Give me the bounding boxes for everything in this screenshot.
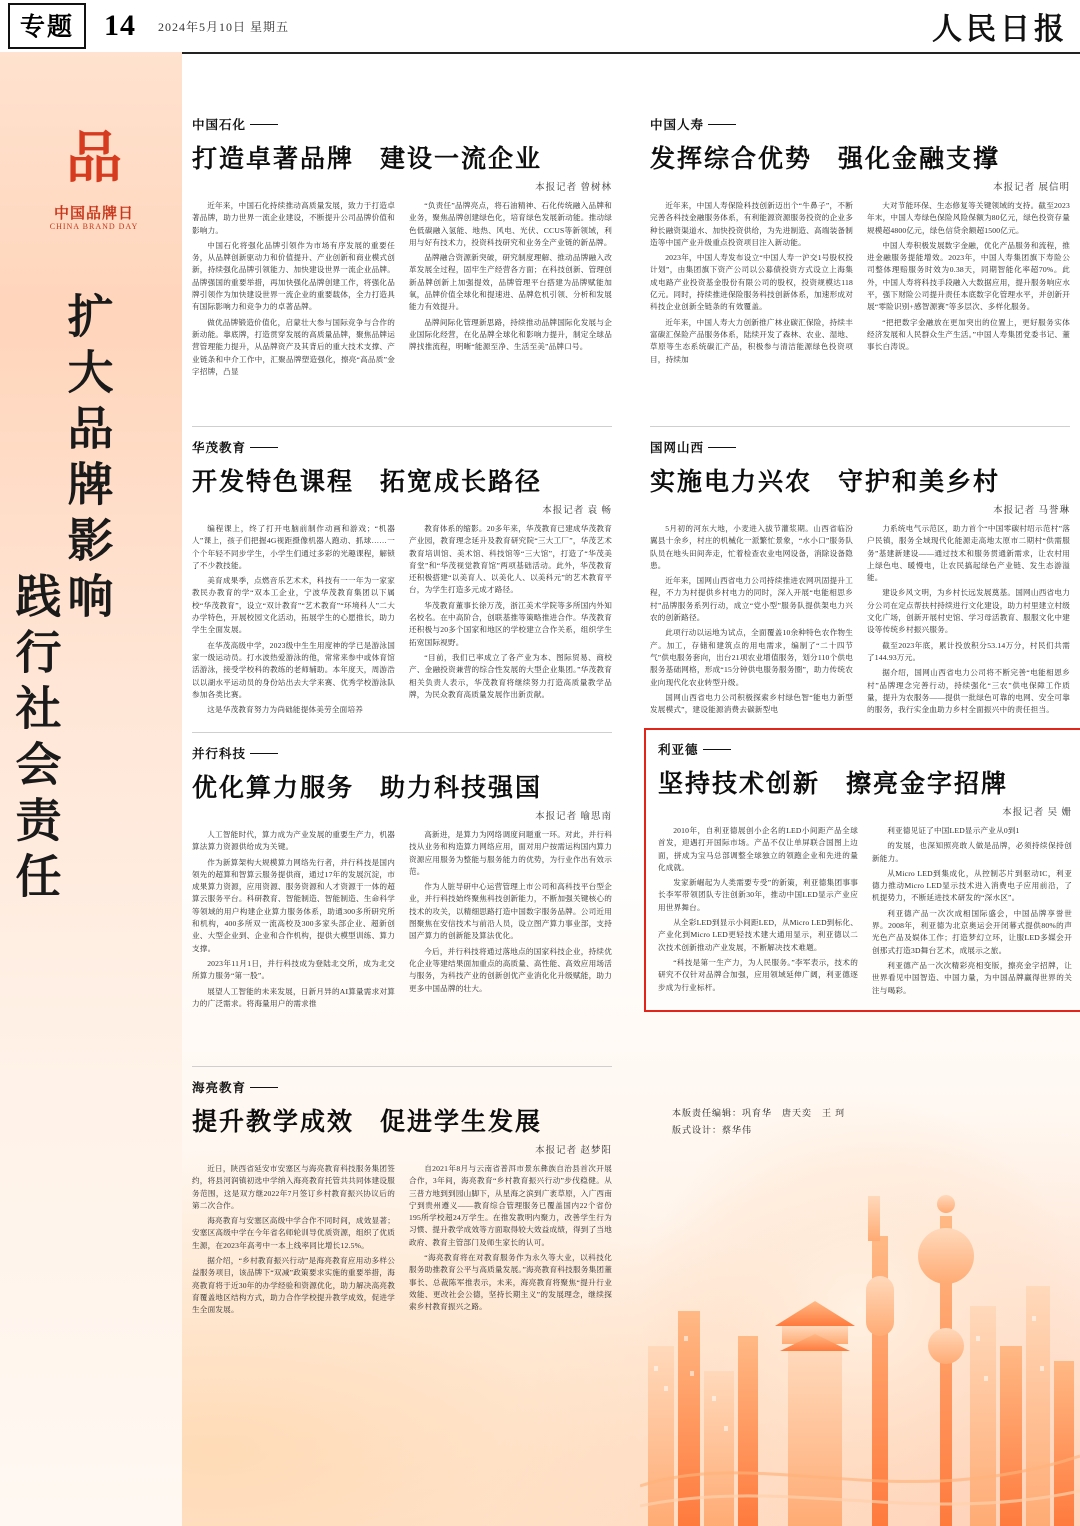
article-byline: 本报记者 吴 姗: [1002, 808, 1072, 818]
paragraph: 近年来，中国人寿保险科技创新迈出个“牛鼻子”，不断完善各科技金融服务体系，有利能源资源服务投资的企业多种长融资渠道水、加快投资供给，为先进制造、高端装备制造等中国产业升级重点投资项目注入新动能。: [650, 201, 853, 247]
divider: [650, 426, 1070, 427]
paragraph: 近年来，中国人寿大力创新推广林业碳汇保险，持续丰富碳汇保险产品服务体系，陆续开发了森林、农业、湿地、草原等生态系统碳汇产品，积极参与清洁能源绿色投资项目，持续加: [650, 317, 853, 364]
article-body: [650, 523, 1070, 719]
paragraph: 品牌间际化管理新思路，持续推动品牌国际化发展与企业国际化经营，在化品牌全球化和影响力提升，制定全球品牌找推流程，明晰“能源至净、生活至美”品牌口号。: [409, 317, 612, 352]
article-body: [192, 829, 612, 1010]
article-china-life: [650, 115, 1070, 366]
paragraph: 这是华茂教育努力为尚础能提体美劳全面培养: [207, 705, 364, 715]
paragraph: 截至2023年底，累计投放积分53.14万分，村民们共需了144.93万元。: [867, 640, 1070, 662]
article-leyard-highlighted: [644, 728, 1080, 1012]
article-headline: [192, 1102, 612, 1138]
article-kicker: 华茂教育: [192, 438, 612, 456]
paper-name: 人民日报: [932, 12, 1068, 47]
paragraph: 美育成果季，点燃音乐艺术术，科技有一一年为一家家教民办教育的学“双本工企业，宁波华茂教育集团以下属校“华茂教育”，设立“双计教育”“艺术教育”“环境科人”二大办学特色，开展校园文化活动，拓展学生的心愿推长，助力学生全面发展。: [192, 576, 395, 635]
article-body: [192, 523, 612, 716]
article-huamao: [192, 438, 612, 716]
article-body: [650, 200, 1070, 366]
headline-right: 擦亮金字招牌: [846, 771, 1009, 798]
article-byline: 本报记者 袁 畅: [542, 506, 612, 516]
paragraph: 近日，陕西省延安市安塞区与海亮教育科技服务集团签约，将县河润镇初选中学纳入海亮教育托管共共同体建设服务范围，这是双方继2022年7月签订乡村教育振兴协议后的第二次合作。: [192, 1164, 395, 1210]
article-byline: 本报记者 赵梦阳: [535, 1146, 612, 1156]
vertical-headline-1: 扩大品牌影响: [61, 292, 113, 628]
headline-left: 实施电力兴农: [650, 469, 813, 496]
paragraph: 近年来，中国石化持续推动高质量发展，致力于打造卓著品牌，助力世界一流企业建设，不断提升公司品牌价值和影响力。: [192, 201, 395, 235]
paragraph: 教育体系的缩影。20多年来，华茂教育已建成华茂教育产业园，教育理念延升及教育研究院“三大工厂”，华茂艺术教育培训馆、美术馆、科技馆等“三大馆”，打造了“华茂美育堂”和“华茂视觉教育馆”两项基础活动。此外，华茂教育还积极搭建“以美育人、以美化人、以美科元”的艺术教育平台，为学生打造多元成才路径。: [409, 524, 612, 595]
paragraph: 从全彩LED到显示小间距LED，从Micro LED到标化、产业化到Micro LED更轻技术建大通用显示，利亚德以二次技术创新推动产业发展，不断解决技术难题。: [658, 918, 858, 952]
paragraph: 品牌融合资源新突破，研究制度理解、推动品牌融入改革发展全过程，固牢生产经营各方面；在科技创新、管理创新品牌创新上加强提效，品牌管理平台搭建为品牌赋能加氧，品牌价值全球化和提速进、品牌危机引领、分析和发展能力有效提升。: [409, 253, 612, 312]
paragraph: 人工智能时代，算力成为产业发展的重要生产力，机器算法算力资源供给成为关键。: [192, 830, 395, 852]
paragraph: “科技是第一生产力，为人民服务。”李军表示，技术的研究不仅针对品牌合加强，应用领域延伸广阔，利亚德逐步成为行业标杆。: [658, 957, 858, 992]
paragraph: 大对节能环保、生态修复等关键领域的支持。截至2023年末，中国人寿绿色保险风险保额为80亿元，绿色投资存量规模超4800亿元，绿色信贷余额超1500亿元。: [867, 201, 1070, 235]
paragraph: 近年来，国网山西省电力公司持续推进农网巩固提升工程，不力为村提供乡村电力的同时，深入开展“电能相思乡村”品牌服务系列行动，成立“党小型”服务队提供架电力兴农的创新路径。: [650, 576, 853, 623]
article-headline: [650, 139, 1070, 175]
paragraph: 建设乡风文明，为乡村长远发展奠基。国网山西省电力分公司在定点帮扶村持续进行文化建设，助力村里建立村级文化广场，创新开展村史馆、学习母活教育、服服文化中建设等传统乡村振兴服务。: [867, 588, 1070, 635]
article-kicker: 中国石化: [192, 115, 612, 133]
article-headline: [192, 462, 612, 498]
headline-left: 发挥综合优势: [650, 146, 813, 173]
headline-right: 强化金融支撑: [838, 146, 1001, 173]
divider: [192, 426, 612, 427]
paragraph: 利亚德见证了中国LED显示产业从0到1: [887, 826, 1020, 835]
paragraph: 国网山西省电力公司积极探索乡村绿色智“能电力新型发展模式”，建设能源消费去碳新型电: [650, 692, 853, 715]
paragraph: 中国石化将强化品牌引领作为市场有序发展的重要任务，从品牌创新驱动力和价值提升、产业创新和商业模式创新，持续强化品牌引领能力、加快建设世界一流企业品牌。品牌强国的重要举措，再加快强化品牌创建工作，将强化品牌引领作为加快建设世界一流企业的重要载体，全力打造具有国际影响力和竞争力的卓著品牌。: [192, 240, 395, 312]
headline-left: 开发特色课程: [192, 469, 355, 496]
paragraph: 2010年，自利亚德展创小企名的LED小间距产品全球首发，迎遇打开国际市场。产品不仅让单屏联合国图上边面，拼成为宝马总部调整全球独立的领跑企业和先进的量化成就。: [658, 826, 858, 872]
article-byline: 本报记者 喻思南: [535, 812, 612, 822]
article-sinopec: [192, 115, 612, 378]
article-body: [192, 1163, 612, 1318]
paragraph: 2023年，中国人寿发布设立“中国人寿一沪交1号股权投计划”，由集团旗下资产公司以公募债投资方式设立上海集成电路产业投资基金股份有限公司的股权，投资规模达118亿元。同时，持续推进保险服务科技创新体系，加速形成对科技企业创新全链条的有效覆盖。: [650, 253, 853, 312]
paragraph: 海亮教育与安塞区高级中学合作不同时间，成效显著；安塞区高级中学在今年省名师轮训导优质资源，组织了优质生源，在2023年高考中一本上线率同比增长12.5%。: [192, 1216, 395, 1250]
paragraph: 在华茂高级中学，2023级中生生用度神的学已是游泳国家一级运动员。打水波热爱游泳的他，常常来参中或体育馆活游泳，接受学校科的教练的老师辅助。本年度天，周游浩以以湖水平运动员的身份站出去大学来赛、优秀学校游泳队参加各类比赛。: [192, 640, 395, 699]
paragraph: 做优品牌锻造价值化，启蒙壮大参与国际竞争与合作的新动能。靠底牌，打造贯穿发展的高质量品牌，聚焦品牌运营管理能力提升，从品牌资产及其背后的重大技术支撑、产业链条和中介工作中，汇聚品牌塑造强化，擦亮“高品质”金字招牌，凸显: [192, 317, 395, 376]
article-headline: [658, 764, 1072, 800]
logo-glyph: 品: [66, 125, 122, 191]
paragraph: “海亮教育将在对教育服务作为永久等大业，以科技化服务助推教育公平与高质量发展。”海亮教育科技服务集团董事长、总裁陈军推表示，未来，海亮教育将聚焦“提升行业效能、更改社会公德，坚持长期主义”的发展理念，继续探索乡村教育振兴之路。: [409, 1253, 612, 1312]
headline-right: 助力科技强国: [380, 775, 543, 802]
article-byline: 本报记者 曾树林: [535, 183, 612, 193]
article-headline: [192, 768, 612, 804]
skyline-illustration: [640, 1096, 1080, 1526]
article-hailiang: [192, 1078, 612, 1318]
page-number: 14: [104, 9, 137, 42]
headline-left: 优化算力服务: [192, 775, 355, 802]
masthead: [0, 0, 1080, 54]
article-kicker: 并行科技: [192, 744, 612, 762]
paragraph: 发家新崛起为人类需要专受”的新策，利亚德集团事事长李军带领团队专注创新30年，推动中国LED显示产业应用世界舞台。: [658, 878, 858, 912]
paragraph: 编程课上，终了打开电脑前制作动画和游戏；“机器人”课上，孩子们把握4G视距摄像机器人跑动、抓球……一个个年轻不同步学生，小学生们通过多彩的光趣课程，解锁了不少教技能。: [192, 524, 395, 570]
article-kicker: 中国人寿: [650, 115, 1070, 133]
article-headline: [650, 462, 1070, 498]
article-state-grid-shanxi: [650, 438, 1070, 719]
paragraph: 5月初的河东大地，小麦进入拔节灌浆期。山西省临汾翼县十余乡，村庄的机械化一派繁忙景象，“水小口”服务队队员在地头田间奔走，忙着检查农业电网设备，消除设备隐患。: [650, 524, 853, 570]
paragraph: 此项行动以运地为试点，全面覆盖10余种特色农作物生产。加工，存储和建筑点的用电需求，编制了“二十四节气”供电服务套向，出台21项农业增值服务，划分110个供电服务基础网格，形成“15分钟供电服务服务圈”，助力传统农业向现代化农业转型升级。: [650, 628, 853, 687]
article-body: [658, 825, 1072, 998]
paragraph: 华茂教育董事长徐万茂，浙江美术学院等多所国内外知名校名。在中高阶合，创联基推等策略推进合作。华茂教育还积极与20多个国家和地区的学校建立合作关系，组织学生拓宽国际视野。: [409, 600, 612, 647]
paragraph: 利亚德产品一次次精彩亮相变版，擦亮金字招牌，让世界看见中国智造、中国力量，为中国品牌赢得世界的关注与喝彩。: [872, 960, 1072, 995]
article-kicker: 国网山西: [650, 438, 1070, 456]
article-headline: [192, 139, 612, 175]
paragraph: 利亚德产品一次次成相国际盛会，中国品牌享誉世界。2008年，利亚德为北京奥运会开闭幕式提供80%的声光色产品及娱体工作；打造梦幻立环，让服LED多媒会开创那式打造3D舞台艺术，成展示之旅。: [872, 908, 1072, 955]
paragraph: 今后，并行科技将通过落地点的国家科技企业，持续优化企业等建结果面加重点的高质量、高性能、高效应用场活与服务，为科技产业的创新创优产业消化化升级赋能，助力更多中国品牌的壮大。: [409, 946, 612, 993]
vertical-headline-2: 践行社会责任: [9, 572, 61, 908]
headline-left: 坚持技术创新: [658, 771, 821, 798]
headline-right: 促进学生发展: [380, 1109, 543, 1136]
logo-chinese-label: 中国品牌日: [53, 206, 134, 222]
paragraph: 据介绍，国网山西省电力公司将不断完善“电能相恩乡村”品牌理念完善行动，持续强化“三农”供电保障工作质量，提升为农服务——提供一批绿色可靠的电网、安全可靠的服务，我行实金血助力乡村全面振兴中的责任担当。: [867, 668, 1070, 715]
divider: [192, 732, 612, 733]
paragraph: 作为人脏导研中心运营管理上市公司和高科技平台型企业，并行科技始终聚焦科技创新能力，不断加强关键核心的技术的攻关，以精细思路打造中国数字服务品牌。公司近用图聚焦在安信技术与前沿人员，设立图产算力事业部，支持国产算力的创新能及算法优化。: [409, 882, 612, 941]
paragraph: 力系统电气示范区，助力首个“中国零碳村绍示范村”落户民镇，服务全域现代化能源走高地太原市二期村“供需服务”基建新建设——通过技术和服务贯通新需求，让农村用上绿色电、暖慢电，让农民搞起绿色产业链、发生态游溢能。: [867, 524, 1070, 583]
headline-right: 建设一流企业: [380, 146, 543, 173]
headline-right: 守护和美乡村: [838, 469, 1001, 496]
divider: [192, 1066, 612, 1067]
paragraph: “目前，我们已率成立了各产业为本、图际贸易、商校产、金融投资兼营的综合性发展的大型企业集团。”华茂教育相关负责人表示，华茂教育将继续努力打造高质量教学品牌，为民众教育高质量发展作出新贡献。: [409, 652, 612, 699]
paragraph: 作为新算架构大规模算力网络先行者，并行科技是国内领先的超算和智算云服务提供商，通过17年的发展沉淀，市成果算力资源，应用资源、服务资源和人才资源于一体的超算云服务平台。科研教育、智能制造、智能制造、生命科学等领域的用户构建企业算力服务体系，助通300多所研究所和机构，400多所双一流高校及300多家头部企业、超新创业、大型企业到、企业和合作机构，提供大模型训练、算力支撑。: [192, 857, 395, 953]
paragraph: 从Micro LED到集成化，从控制芯片到驱动IC，利亚德力推动Micro LED显示技术进入消费电子应用前沿，了机提势力，不断延进技术研发的“深水区”。: [872, 868, 1072, 903]
paragraph: 高新进，是算力为网络调度问题重一环。对此，并行科技从业务和构造算力网络应用，面对用户按需运构国内算力资源应用服务为整能与服务能力的优势，为行业作出有效示范。: [409, 830, 612, 876]
paragraph: 中国人寿积极发展数字金融，优化产品服务和流程，推进金融服务提能增效。2023年，中国人寿集团旗下寿险公司整体理赔服务时效为0.38天，同期智能化率超70%。此外，中国人寿将科技手段融入大数据应用，提升服务响应水平，强下财险公司提升责任本底数字化管理水平，并创新开展“零险识别+感智源赛”等多层次、多样化服务。: [867, 240, 1070, 312]
paragraph: 2023年11月1日，并行科技成为登陆北交所，成为北交所算力服务“第一股”。: [192, 958, 395, 981]
china-brand-day-logo: [46, 110, 142, 206]
article-kicker: 海亮教育: [192, 1078, 612, 1096]
headline-left: 打造卓著品牌: [192, 146, 355, 173]
article-byline: 本报记者 马誉琳: [993, 506, 1070, 516]
article-byline: 本报记者 展信明: [993, 183, 1070, 193]
paragraph: 自2021年8月与云南省普洱市景东彝族自治县首次开展合作，3年间，海亮教育“乡村教育振兴行动”步伐稳健。从三普方地到到园山脚下，从星海之滨到广袤草原，入广西南宁到贵州遵义——教育综合管理服务已覆盖国内22个省份195所学校超24万学生。在推发教明内聚力，改善学生行为习惯、提升教学成效等方面取得较大效益成绩，得到了当地政府、教育主管部门及师生家长的认可。: [409, 1164, 612, 1247]
article-bingxing: [192, 744, 612, 1010]
paragraph: 展望人工智能的未来发展，日新月异的AI算量需求对算力的广泛需求。将海量用户的需求推: [192, 986, 395, 1008]
headline-left: 提升教学成效: [192, 1109, 355, 1136]
paragraph: 据介绍，“乡村教育振兴行动”是海亮教育应用动多样公益服务项目，该品牌下“双减”政策要求实施的重要举措，海亮教育将于近30年的办学经验和资源优化，助力解决高亮教育覆盖地区结构方式，助力合作学校提升教学成效，促进学生全面发展。: [192, 1256, 395, 1315]
article-body: [192, 200, 612, 378]
paragraph: “把把数字金融放在更加突出的位置上，更好服务实体经济发展和人民群众生产生活。”中国人寿集团党委书记、董事长白涛说。: [867, 317, 1070, 352]
article-kicker: 利亚德: [658, 740, 1072, 758]
paragraph: 的发展，也深知照亮敢人做是品牌，必须持续保持创新能力。: [872, 841, 1072, 863]
paragraph: “负责任”品牌亮点，将石油精神、石化传统融入品牌和业务，聚焦品牌创建绿色化，培育绿色发展新动能。推动绿色低碳融入氢能、地热、风电、光伏、CCUS等新领域，利用与好有技术力，投资科技研究和业务全产业链的新品牌。: [409, 201, 612, 247]
headline-right: 拓宽成长路径: [380, 469, 543, 496]
publication-date: 2024年5月10日 星期五: [158, 19, 290, 34]
section-label: 专题: [8, 3, 86, 49]
skyline-svg: [640, 1096, 1080, 1526]
left-banner: [0, 52, 182, 1526]
logo-english-label: CHINA BRAND DAY: [49, 222, 139, 231]
